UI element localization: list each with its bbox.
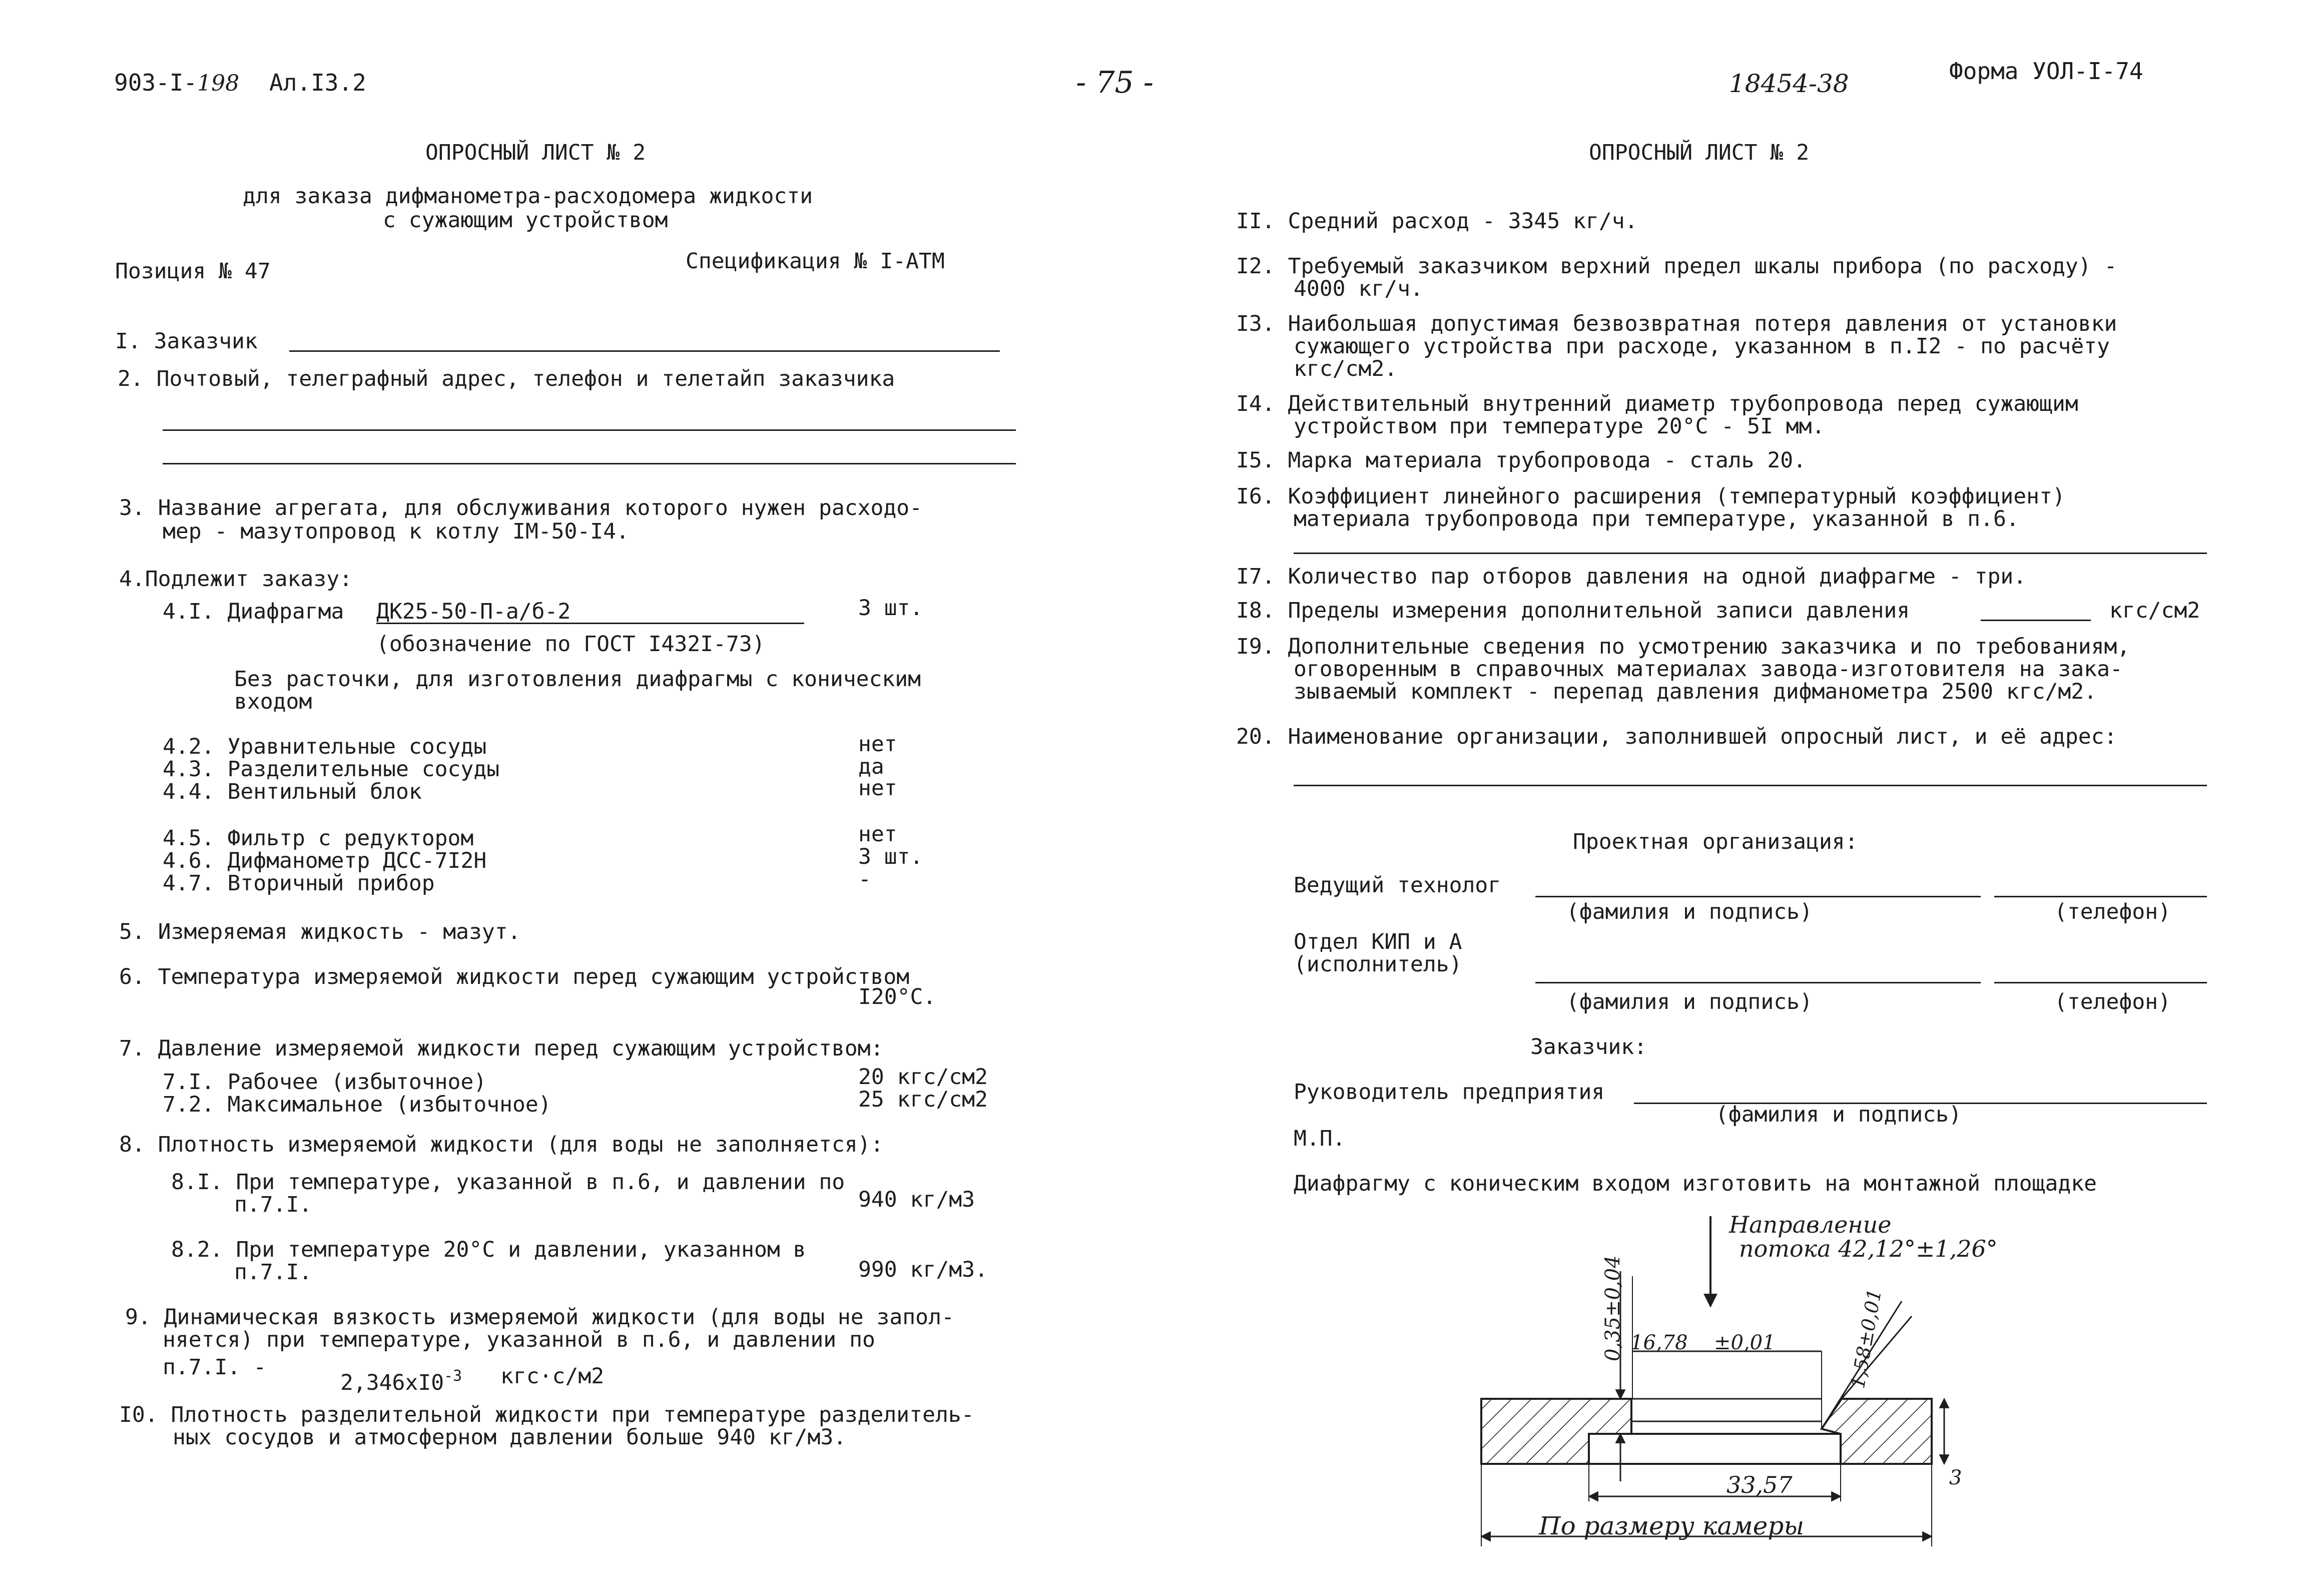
item-3-line1: 3. Название агрегата, для обслуживания которого нужен расходо- (119, 495, 923, 520)
item-10-line1: I0. Плотность разделительной жидкости при температуре разделитель- (119, 1402, 974, 1427)
item-2-address: 2. Почтовый, телеграфный адрес, телефон и телетайп заказчика (118, 366, 895, 391)
item-18-underline (1981, 620, 2091, 621)
item-13-line1: I3. Наибольшая допустимая безвозвратная потеря давления от установки (1236, 311, 2117, 336)
item-4-3-value: да (858, 754, 884, 779)
item-4-1-qty: 3 шт. (858, 596, 923, 621)
item-14-line2: устройством при температуре 20°С - 5I мм. (1294, 414, 1825, 439)
item-1-customer: I. Заказчик (115, 329, 258, 354)
enterprise-manager-label: Руководитель предприятия (1294, 1080, 1605, 1105)
item-16-line2: материала трубопровода при температуре, указанной в п.6. (1294, 506, 2019, 531)
item-16-line1: I6. Коэффициент линейного расширения (температурный коэффициент) (1236, 484, 2065, 509)
specification-number: Спецификация № I-АТМ (686, 249, 945, 274)
dim-1678-tolerance: ±0,01 (1714, 1331, 1776, 1354)
address-underline-2 (163, 463, 1016, 464)
item-20-underline (1294, 785, 2207, 786)
customer-underline (289, 350, 1000, 352)
item-9-value: $2,346хI0^{-3}$ (340, 1367, 462, 1395)
item-5-liquid: 5. Измеряемая жидкость - мазут. (119, 919, 521, 944)
lead-tech-signature-caption: (фамилия и подпись) (1566, 899, 1813, 924)
item-4-1-desc-line2: входом (234, 689, 312, 714)
dim-3357: 33,57 (1726, 1471, 1793, 1498)
item-13-line2: сужающего устройства при расходе, указанном в п.I2 - по расчёту (1294, 334, 2110, 359)
lead-tech-phone-line (1994, 896, 2207, 897)
item-3-line2: мер - мазутопровод к котлу IM-50-I4. (163, 519, 629, 544)
kip-dept-label-line1: Отдел КИП и А (1294, 929, 1462, 954)
kip-signature-caption: (фамилия и подпись) (1566, 989, 1813, 1014)
right-title: ОПРОСНЫЙ ЛИСТ № 2 (1589, 140, 1810, 165)
item-13-line3: кгс/см2. (1294, 356, 1398, 381)
album-number: Ал.I3.2 (269, 69, 366, 96)
item-9-line2: няется) при температуре, указанной в п.6, и давлении по (163, 1327, 875, 1352)
item-7-1-label: 7.I. Рабочее (избыточное) (163, 1070, 487, 1095)
kip-signature-line (1535, 982, 1981, 983)
item-17-taps: I7. Количество пар отборов давления на одной диафрагме - три. (1236, 564, 2027, 589)
item-4-6-label: 4.6. Дифманометр ДСС-7I2Н (163, 848, 487, 873)
doc-code: 903-I-198 (114, 69, 240, 96)
item-4-1-desc-line1: Без расточки, для изготовления диафрагмы с коническим (234, 667, 921, 692)
kip-phone-caption: (телефон) (2054, 989, 2171, 1014)
manager-signature-caption: (фамилия и подпись) (1715, 1102, 1962, 1127)
item-12-line1: I2. Требуемый заказчиком верхний предел шкалы прибора (по расходу) - (1236, 254, 2117, 279)
item-20-organization: 20. Наименование организации, заполнившей опросный лист, и её адрес: (1236, 724, 2117, 749)
kip-dept-label-line2: (исполнитель) (1294, 952, 1462, 977)
item-18-unit: кгс/см2 (2109, 598, 2200, 623)
dim-158: 1,58±0,01 (1847, 1287, 1886, 1390)
item-9-line3: п.7.I. - (163, 1355, 267, 1380)
item-8-1-line1: 8.I. При температуре, указанной в п.6, и давлении по (171, 1170, 845, 1195)
camera-size-note: По размеру камеры (1539, 1511, 1805, 1540)
item-4-5-label: 4.5. Фильтр с редуктором (163, 826, 474, 851)
item-4-heading: 4.Подлежит заказу: (119, 567, 352, 592)
cone-entry-note: Диафрагму с коническим входом изготовить на монтажной площадке (1294, 1171, 2097, 1196)
item-15-material: I5. Марка материала трубопровода - сталь 20. (1236, 448, 1807, 473)
item-8-2-line1: 8.2. При температуре 20°С и давлении, указанном в (171, 1237, 806, 1262)
item-8-1-line2: п.7.I. (234, 1192, 312, 1217)
position-number: Позиция № 47 (115, 259, 271, 284)
item-4-1-underline (376, 623, 804, 624)
item-14-line1: I4. Действительный внутренний диаметр трубопровода перед сужающим (1236, 391, 2078, 416)
item-9-unit: кгс·с/м2 (500, 1364, 605, 1389)
item-9-line1: 9. Динамическая вязкость измеряемой жидкости (для воды не запол- (125, 1305, 954, 1330)
orifice-plate-left-section (1481, 1399, 1631, 1464)
item-19-line2: оговоренным в справочных материалах завода-изготовителя на зака- (1294, 657, 2123, 682)
item-6-temperature: 6. Температура измеряемой жидкости перед сужающим устройством (119, 964, 910, 989)
kip-phone-line (1994, 982, 2207, 983)
item-4-1-value: ДК25-50-П-а/б-2 (376, 599, 571, 624)
item-16-underline (1294, 553, 2207, 554)
item-8-2-value: 990 кг/м3. (858, 1257, 988, 1282)
customer-heading: Заказчик: (1530, 1034, 1647, 1059)
item-7-pressure: 7. Давление измеряемой жидкости перед сужающим устройством: (119, 1036, 884, 1061)
dim-035: 0,35±0,04 (1601, 1255, 1624, 1361)
item-4-1-gost-note: (обозначение по ГОСТ I432I-73) (376, 632, 765, 657)
flow-direction-line1: Направление (1729, 1211, 1892, 1238)
item-4-5-value: нет (858, 822, 897, 847)
item-4-2-label: 4.2. Уравнительные сосуды (163, 734, 487, 759)
item-4-6-value: 3 шт. (858, 844, 923, 869)
page-number: - 75 - (1076, 65, 1154, 100)
item-4-2-value: нет (858, 732, 897, 757)
item-4-7-value: - (858, 867, 871, 892)
project-org-heading: Проектная организация: (1573, 829, 1858, 854)
item-8-density: 8. Плотность измеряемой жидкости (для воды не заполняется): (119, 1132, 884, 1157)
item-6-value: I20°С. (858, 984, 936, 1009)
item-19-line1: I9. Дополнительные сведения по усмотрению заказчика и по требованиям, (1236, 634, 2130, 659)
flow-direction-line2: потока 42,12°±1,26° (1739, 1235, 1998, 1262)
item-4-7-label: 4.7. Вторичный прибор (163, 871, 435, 896)
doc-code-handwritten: 198 (197, 71, 240, 96)
dim-1678: 16,78 (1630, 1331, 1688, 1354)
item-11-flow: II. Средний расход - 3345 кг/ч. (1236, 209, 1638, 234)
orifice-plate-right-section (1822, 1399, 1932, 1464)
item-8-1-value: 940 кг/м3 (858, 1187, 975, 1212)
lead-tech-phone-caption: (телефон) (2054, 899, 2171, 924)
archive-number: 18454-38 (1729, 69, 1849, 98)
left-subtitle-line2: с сужающим устройством (383, 208, 668, 233)
item-4-4-label: 4.4. Вентильный блок (163, 779, 422, 804)
dim-3: 3 (1949, 1466, 1962, 1489)
left-subtitle-line1: для заказа дифманометра-расходомера жидкости (243, 184, 813, 209)
lead-tech-signature-line (1535, 896, 1981, 897)
item-4-1-label: 4.I. Диафрагма (163, 599, 344, 624)
item-7-1-value: 20 кгс/см2 (858, 1065, 988, 1090)
item-19-line3: зываемый комплект - перепад давления дифманометра 2500 кгс/м2. (1294, 679, 2097, 704)
item-18-range: I8. Пределы измерения дополнительной записи давления (1236, 598, 1910, 623)
lead-technologist-label: Ведущий технолог (1294, 873, 1501, 898)
item-10-line2: ных сосудов и атмосферном давлении больше 940 кг/м3. (173, 1425, 847, 1450)
form-code: Форма УОЛ-I-74 (1949, 58, 2143, 85)
item-8-2-line2: п.7.I. (234, 1260, 312, 1285)
item-7-2-label: 7.2. Максимальное (избыточное) (163, 1092, 551, 1117)
seal-place: М.П. (1294, 1126, 1346, 1151)
left-title: ОПРОСНЫЙ ЛИСТ № 2 (425, 140, 646, 165)
item-4-4-value: нет (858, 776, 897, 801)
address-underline-1 (163, 429, 1016, 431)
item-7-2-value: 25 кгс/см2 (858, 1087, 988, 1112)
item-12-line2: 4000 кг/ч. (1294, 276, 1423, 301)
item-4-3-label: 4.3. Разделительные сосуды (163, 757, 500, 782)
